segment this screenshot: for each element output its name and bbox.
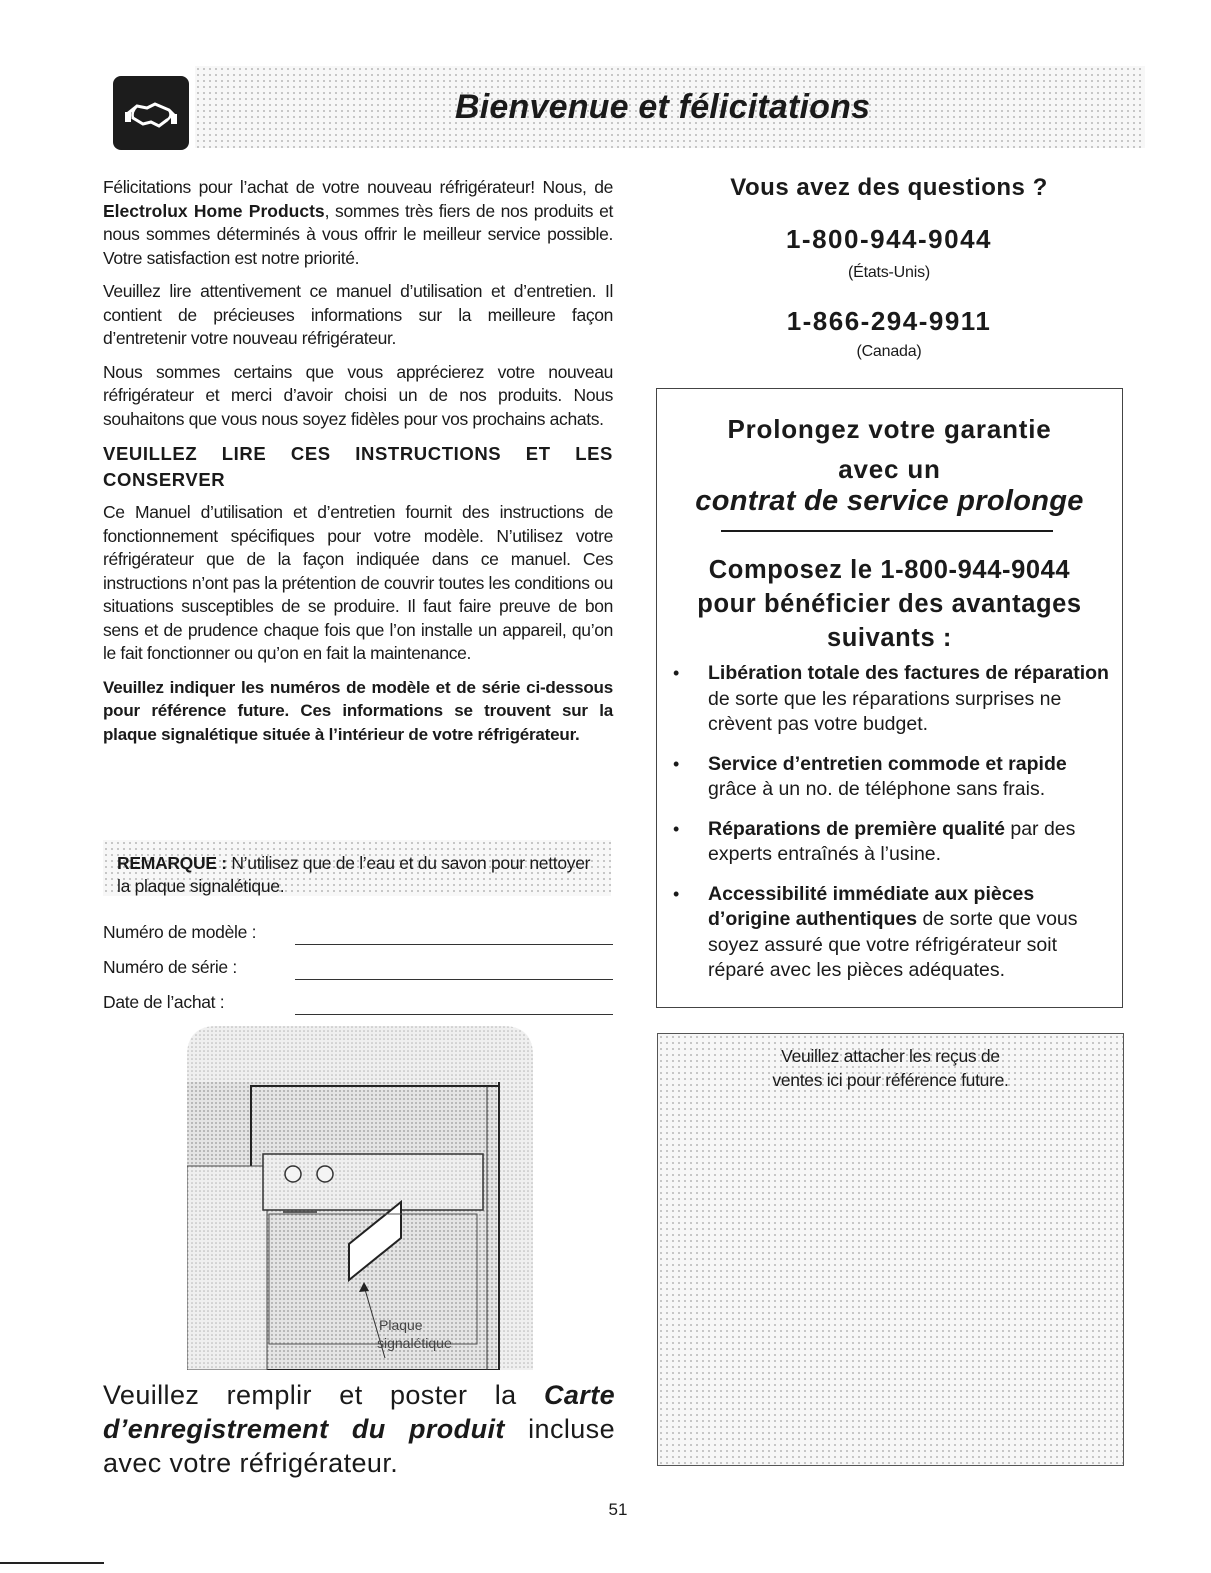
model-number-label: Numéro de modèle : xyxy=(103,922,257,942)
receipt-line-1: Veuillez attacher les reçus de xyxy=(781,1046,1000,1066)
bullet-icon: • xyxy=(673,818,680,839)
questions-title: Vous avez des questions ? xyxy=(730,174,1048,201)
instructions-heading: VEUILLEZ LIRE CES INSTRUCTIONS ET LES CONSERVER xyxy=(103,443,613,490)
page-number: 51 xyxy=(608,1500,628,1519)
call-line-2: pour bénéficier des avantages xyxy=(697,590,1082,618)
intro-text: , sommes très fiers de nos produits et nous sommes déterminés à vous offrir le meilleur service possible. Votre satisfaction est notre priorité. xyxy=(103,200,613,268)
call-line-1: Composez le 1-800-944-9044 xyxy=(708,556,1071,584)
intro-column xyxy=(103,176,613,758)
remarque-box xyxy=(103,840,611,896)
phone-canada: 1-866-294-9911 xyxy=(786,306,992,336)
benefit-title: Accessibilité immédiate aux pièces d’origine authentiques xyxy=(708,882,1035,930)
rating-plate-illustration xyxy=(187,1026,533,1370)
page-title: Bienvenue et félicitations xyxy=(455,88,871,126)
benefit-title: Réparations de première qualité xyxy=(708,817,1005,840)
registration-reminder xyxy=(103,1378,615,1480)
benefit-title: Service d’entretien commode et rapide xyxy=(708,752,1067,775)
instructions-paragraph: Ce Manuel d’utilisation et d’entretien fournit des instructions de fonctionnement spécifiques pour votre modèle. N’utilisez votre réfrigérateur que de la façon indiquée dans ce manuel. Ces instructions n’ont pas la prétention de couvrir toutes les conditions ou situations susceptibles de se produire. Il faut faire preuve de bon sens et de prudence chaque fois que l’on installe un appareil, qu’on le fait fonctionner ou qu’on en fait la maintenance. xyxy=(103,502,613,663)
purchase-date-field[interactable] xyxy=(103,992,613,1022)
warranty-title-line1: Prolongez votre garantie xyxy=(727,414,1052,444)
closing-text: incluse avec votre réfrigérateur. xyxy=(103,1414,615,1478)
benefit-text: grâce à un no. de téléphone sans frais. xyxy=(708,778,1046,800)
receipt-line-2: ventes ici pour référence future. xyxy=(772,1070,1009,1090)
list-item xyxy=(671,752,1111,803)
bullet-icon: • xyxy=(673,883,680,904)
footer-rule xyxy=(0,1562,104,1564)
benefit-text: de sorte que les réparations surprises ne crèvent pas votre budget. xyxy=(708,687,1062,735)
model-number-line[interactable] xyxy=(295,944,613,945)
bullet-icon: • xyxy=(673,753,680,774)
remarque-label: REMARQUE : xyxy=(117,853,227,873)
benefit-text: par des experts entraînés à l’usine. xyxy=(708,817,1076,865)
phone-us: 1-800-944-9044 xyxy=(785,224,993,254)
region-us: (États-Unis) xyxy=(847,264,931,281)
call-to-action xyxy=(657,553,1122,655)
benefit-title: Libération totale des factures de réparation xyxy=(708,662,1109,684)
warranty-box xyxy=(656,388,1123,1008)
brand-name: Electrolux Home Products xyxy=(103,200,325,221)
intro-text: Félicitations pour l’achat de votre nouveau réfrigérateur! Nous, de xyxy=(103,177,613,197)
service-contract-title: contrat de service prolonge xyxy=(695,485,1084,517)
receipt-instructions xyxy=(658,1044,1123,1092)
plate-label-line2: signalétique xyxy=(377,1335,452,1351)
receipt-attachment-area xyxy=(657,1033,1124,1466)
purchase-date-line[interactable] xyxy=(295,1014,613,1015)
model-number-field[interactable] xyxy=(103,922,613,952)
serial-number-line[interactable] xyxy=(295,979,613,980)
divider xyxy=(721,530,1053,532)
serial-number-label: Numéro de série : xyxy=(103,957,237,977)
serial-number-field[interactable] xyxy=(103,957,613,987)
registration-card-name: Carte d’enregistrement du produit xyxy=(103,1380,615,1444)
bullet-icon: • xyxy=(673,663,680,683)
list-item xyxy=(671,661,1111,738)
warranty-title xyxy=(657,409,1122,489)
remarque-body: N’utilisez que de l’eau et du savon pour nettoyer la plaque signalétique. xyxy=(117,853,591,896)
call-line-3: suivants : xyxy=(826,624,953,652)
purchase-date-label: Date de l’achat : xyxy=(103,992,225,1012)
region-canada: (Canada) xyxy=(856,343,922,360)
warranty-title-line2: avec un xyxy=(838,454,941,484)
intro-paragraph-1 xyxy=(103,176,613,270)
list-item xyxy=(671,817,1111,868)
plate-label-line1: Plaque xyxy=(379,1317,423,1333)
closing-text: Veuillez remplir et poster la xyxy=(103,1380,544,1410)
serial-note: Veuillez indiquer les numéros de modèle et de série ci-dessous pour référence future. Ces informations se trouvent sur la plaque signalétique située à l’intérieur de votre réfrigérateur. xyxy=(103,677,613,744)
handshake-icon xyxy=(113,76,189,150)
benefits-list xyxy=(671,661,1111,998)
remarque-text xyxy=(117,852,607,898)
list-item xyxy=(671,882,1111,984)
intro-paragraph-3: Nous sommes certains que vous apprécierez votre nouveau réfrigérateur et merci d’avoir choisi un de nos produits. Nous souhaitons que vous nous soyez fidèles pour vos prochains achats. xyxy=(103,361,613,429)
intro-paragraph-2: Veuillez lire attentivement ce manuel d’utilisation et d’entretien. Il contient de précieuses informations sur la meilleure façon d’entretenir votre nouveau réfrigérateur. xyxy=(103,281,613,348)
benefit-text: de sorte que vous soyez assuré que votre réfrigérateur soit réparé avec les pièces adéquates. xyxy=(708,908,1078,981)
